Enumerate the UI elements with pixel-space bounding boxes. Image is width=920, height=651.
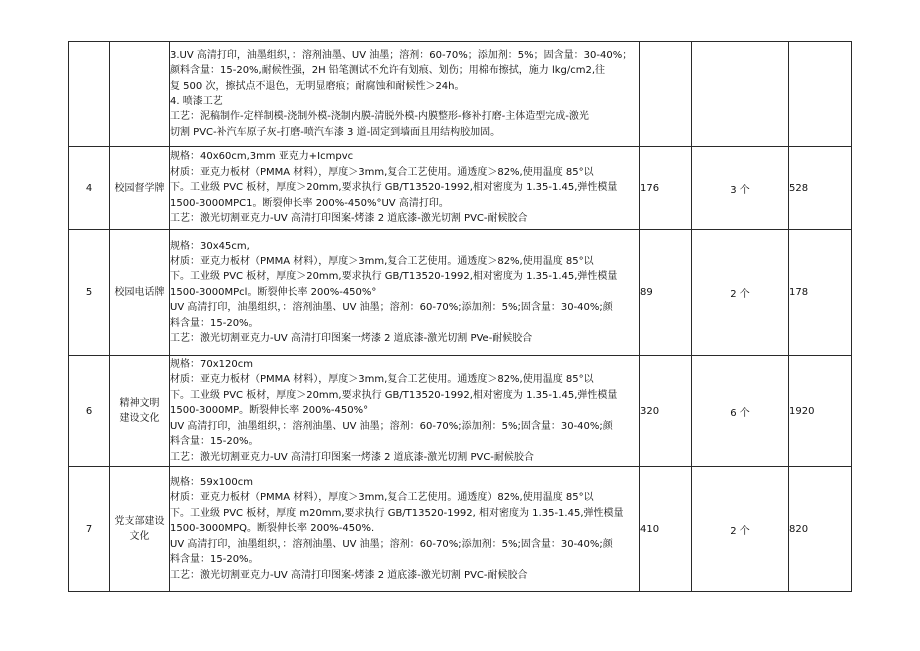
description-line: 规格：59x100cm: [170, 477, 253, 489]
amount: 528: [789, 147, 852, 230]
description-line: 下。工业级 PVC 板材，厚度 m20mm,要求执行 GB/T13520-1992, 相对密度为 1.35-1.45,弹性模量: [170, 507, 624, 519]
description-line: UV 高清打印，油墨组织，：溶剂油墨、UV 油墨；溶剂：60-70%;添加剂：5%;固含量：30-40%;颜: [170, 302, 613, 314]
unit-price: 176: [640, 147, 692, 230]
item-description: [170, 230, 640, 356]
description-line: 工艺：泥稿制作-定样制模-浇制外模-浇制内膜-清脱外模-内膜整形-修补打磨-主体造型完成-激光: [170, 111, 589, 123]
description-line: 下。工业级 PVC 板材，厚度＞20mm,要求执行 GB/T13520-1992,相对密度为 1.35-1.45,弹性模量: [170, 271, 618, 283]
quantity: 3 个: [692, 147, 789, 230]
unit-price: 410: [640, 467, 692, 592]
description-line: 料含量：15-20%。: [170, 436, 259, 448]
item-name-line: 校园电话牌: [114, 287, 165, 298]
amount: [789, 42, 852, 147]
table-row: [69, 147, 852, 230]
quantity: 2 个: [692, 230, 789, 356]
table-row: [69, 230, 852, 356]
unit-price: [640, 42, 692, 147]
description-line: 下。工业级 PVC 板材，厚度＞20mm,要求执行 GB/T13520-1992,相对密度为 1.35-1.45,弹性模量: [170, 182, 618, 194]
quantity: [692, 42, 789, 147]
description-line: 工艺：激光切割亚克力-UV 高清打印图案一烤漆 2 道底漆-激光切割 PVC-耐候胶合: [170, 451, 534, 463]
item-name-line: 精神文明: [119, 398, 160, 409]
description-line: 工艺：激光切割亚克力-UV 高清打印图案-烤漆 2 道底漆-激光切割 PVC-耐候胶合: [170, 213, 528, 225]
description-line: UV 高清打印，油墨组织，：溶剂油墨、UV 油墨；溶剂：60-70%;添加剂：5%;固含量：30-40%;颜: [170, 538, 613, 550]
item-name: [110, 356, 170, 467]
table-row: [69, 467, 852, 592]
description-line: 4. 喷漆工艺: [170, 96, 223, 107]
item-name: [110, 467, 170, 592]
item-description: [170, 42, 640, 147]
row-number: 6: [69, 356, 110, 467]
unit-price: 89: [640, 230, 692, 356]
item-name-line: 文化: [129, 531, 150, 542]
description-line: 3.UV 高清打印，油墨组织，：溶剂油墨、UV 油墨；溶剂：60-70%；添加剂：5%；固含量：30-40%；: [170, 49, 633, 61]
item-name: [110, 230, 170, 356]
row-number: [69, 42, 110, 147]
item-description: [170, 467, 640, 592]
spec-table: [68, 41, 852, 592]
description-line: 材质：亚克力板材（PMMA 材料），厚度＞3mm,复合工艺使用。通透度＞82%,使用温度 85°以: [170, 255, 594, 267]
item-name-line: 建设文化: [119, 413, 160, 424]
row-number: 7: [69, 467, 110, 592]
table-row: [69, 356, 852, 467]
description-line: 工艺：激光切割亚克力-UV 高清打印图案一烤漆 2 道底漆-激光切割 PVe-耐候胶合: [170, 333, 533, 345]
description-line: 工艺：激光切割亚克力-UV 高清打印图案-烤漆 2 道底漆-激光切割 PVC-耐候胶合: [170, 569, 528, 581]
row-number: 4: [69, 147, 110, 230]
description-line: 料含量：15-20%。: [170, 554, 259, 566]
description-line: 材质：亚克力板材（PMMA 材料），厚度＞3mm,复合工艺使用。通透度＞82%,使用温度 85°以: [170, 374, 594, 386]
amount: 178: [789, 230, 852, 356]
description-line: 规格：40x60cm,3mm 亚克力+Icmpvc: [170, 151, 354, 163]
description-line: 下。工业级 PVC 板材，厚度＞20mm,要求执行 GB/T13520-1992,相对密度为 1.35-1.45,弹性模量: [170, 389, 618, 401]
amount: 1920: [789, 356, 852, 467]
item-name-line: 校园督学牌: [114, 182, 165, 194]
item-name-line: 党支部建设: [114, 516, 165, 527]
item-name: [110, 147, 170, 230]
item-name: [110, 42, 170, 147]
item-description: [170, 147, 640, 230]
quantity: 6 个: [692, 356, 789, 467]
table-body: [69, 42, 852, 592]
description-line: 材质：亚克力板材（PMMA 材料），厚度＞3mm,复合工艺使用。通透度＞82%,使用温度 85°以: [170, 166, 594, 178]
description-line: 1500-3000MPcl。断裂伸长率 200%-450%°: [170, 286, 377, 298]
description-line: 材质：亚克力板材（PMMA 材料），厚度＞3mm,复合工艺使用。通透度）82%,使用温度 85°以: [170, 492, 594, 504]
amount: 820: [789, 467, 852, 592]
description-line: 1500-3000MPQ。断裂伸长率 200%-450%.: [170, 523, 375, 535]
description-line: 颜料含量：15-20%,耐候性强，2H 铅笔测试不允许有划痕、划伤；用棉布擦拭，施力 lkg∕cm2,往: [170, 65, 606, 77]
description-line: 切割 PVC-补汽车原子灰-打磨-喷汽车漆 3 道-固定到墙面且用结构胶加固。: [170, 126, 501, 138]
unit-price: 320: [640, 356, 692, 467]
row-number: 5: [69, 230, 110, 356]
description-line: 规格：70x120cm: [170, 359, 253, 371]
description-line: 1500-3000MP。断裂伸长率 200%-450%°: [170, 405, 369, 417]
quantity: 2 个: [692, 467, 789, 592]
description-line: 1500-3000MPC1。断裂伸长率 200%-450%°UV 高清打印。: [170, 197, 449, 209]
table-row: [69, 42, 852, 147]
description-line: 复 500 次，擦拭点不退色，无明显磨痕；耐腐蚀和耐候性＞24h。: [170, 80, 465, 92]
description-line: 规格：30x45cm,: [170, 240, 250, 252]
item-description: [170, 356, 640, 467]
description-line: 料含量：15-20%。: [170, 317, 259, 329]
description-line: UV 高清打印，油墨组织，：溶剂油墨、UV 油墨；溶剂：60-70%;添加剂：5%;固含量：30-40%;颜: [170, 420, 613, 432]
